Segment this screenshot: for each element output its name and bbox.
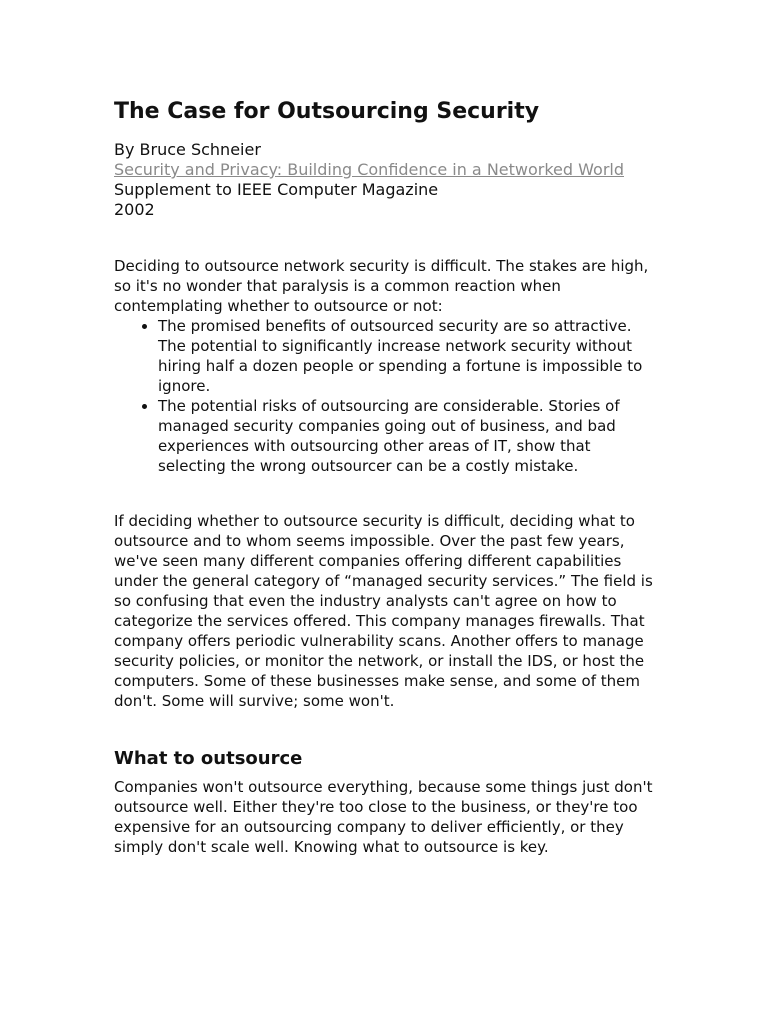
section-heading: What to outsource: [114, 748, 303, 769]
body-paragraph: Companies won't outsource everything, because some things just don't outsource well. Either they're too close to the business, or they're too expensive for an outsourcing company to deliver efficiently, or they simply don't scale well. Knowing what to outsource is key.: [114, 778, 653, 856]
body-paragraph: If deciding whether to outsource security is difficult, deciding what to outsource and to whom seems impossible. Over the past few years, we've seen many different companies offering different capabilities under the general category of “managed security services.” The field is so confusing that even the industry analysts can't agree on how to categorize the services offered. This company manages firewalls. That company offers periodic vulnerability scans. Another offers to manage security policies, or monitor the network, or install the IDS, or host the computers. Some of these businesses make sense, and some of them don't. Some will survive; some won't.: [114, 512, 653, 710]
article-title: The Case for Outsourcing Security: [114, 99, 540, 124]
list-item: • The promised benefits of outsourced security are so attractive. The potential to significantly increase network security without hiring half a dozen people or spending a fortune is impossible to ignore.: [158, 316, 654, 396]
source-link-line: [114, 160, 654, 180]
source-link[interactable]: Security and Privacy: Building Confidence in a Networked World: [114, 160, 624, 179]
intro-paragraph: Deciding to outsource network security is difficult. The stakes are high, so it's no wonder that paralysis is a common reaction when contemplating whether to outsource or not:: [114, 257, 649, 315]
article-meta: [114, 140, 654, 220]
bullet-list: [114, 316, 654, 476]
byline: By Bruce Schneier: [114, 140, 261, 159]
list-item: • The potential risks of outsourcing are considerable. Stories of managed security companies going out of business, and bad experiences with outsourcing other areas of IT, show that selecting the wrong outsourcer can be a costly mistake.: [158, 396, 654, 476]
publication: Supplement to IEEE Computer Magazine: [114, 180, 439, 199]
publication-year: 2002: [114, 200, 155, 219]
